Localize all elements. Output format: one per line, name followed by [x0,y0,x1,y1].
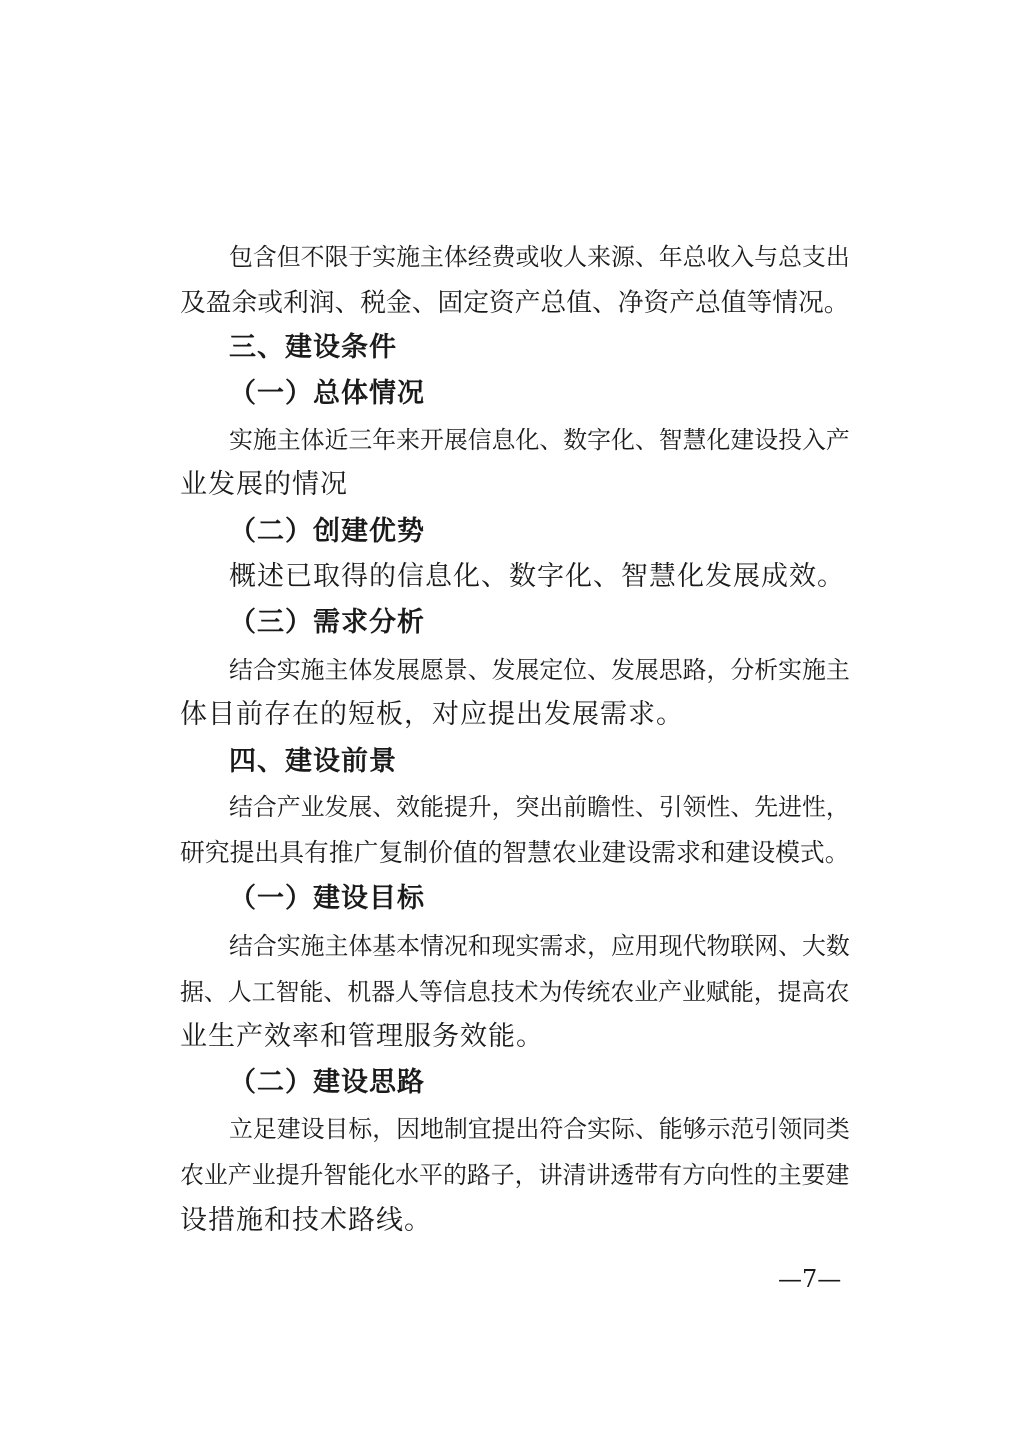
paragraph-line: 据、人工智能、机器人等信息技术为传统农业产业赋能，提高农 [180,978,850,1006]
paragraph-line: 包含但不限于实施主体经费或收人来源、年总收入与总支出 [229,243,850,271]
subsection-heading: （一）建设目标 [229,883,425,914]
paragraph-line: 研究提出具有推广复制价值的智慧农业建设需求和建设模式。 [180,838,850,867]
paragraph-line: 实施主体近三年来开展信息化、数字化、智慧化建设投入产 [229,426,850,454]
page-number: —7— [778,1265,842,1293]
paragraph-line: 结合实施主体发展愿景、发展定位、发展思路，分析实施主 [229,656,850,684]
section-heading: 三、建设条件 [229,332,397,363]
paragraph-line: 业生产效率和管理服务效能。 [180,1021,544,1052]
paragraph-line: 体目前存在的短板，对应提出发展需求。 [180,699,684,730]
paragraph-line: 结合实施主体基本情况和现实需求，应用现代物联网、大数 [229,932,850,960]
paragraph-line: 设措施和技术路线。 [180,1205,432,1236]
paragraph-line: 概述已取得的信息化、数字化、智慧化发展成效。 [229,561,845,592]
subsection-heading: （二）建设思路 [229,1067,425,1098]
paragraph-line: 业发展的情况 [180,469,348,500]
subsection-heading: （一）总体情况 [229,378,425,409]
subsection-heading: （三）需求分析 [229,607,425,638]
paragraph-line: 立足建设目标，因地制宜提出符合实际、能够示范引领同类 [229,1115,850,1143]
paragraph-line: 及盈余或利润、税金、固定资产总值、净资产总值等情况。 [180,288,850,318]
paragraph-line: 结合产业发展、效能提升，突出前瞻性、引领性、先进性， [229,793,850,821]
subsection-heading: （二）创建优势 [229,516,425,547]
paragraph-line: 农业产业提升智能化水平的路子，讲清讲透带有方向性的主要建 [180,1161,850,1189]
section-heading: 四、建设前景 [229,746,397,777]
